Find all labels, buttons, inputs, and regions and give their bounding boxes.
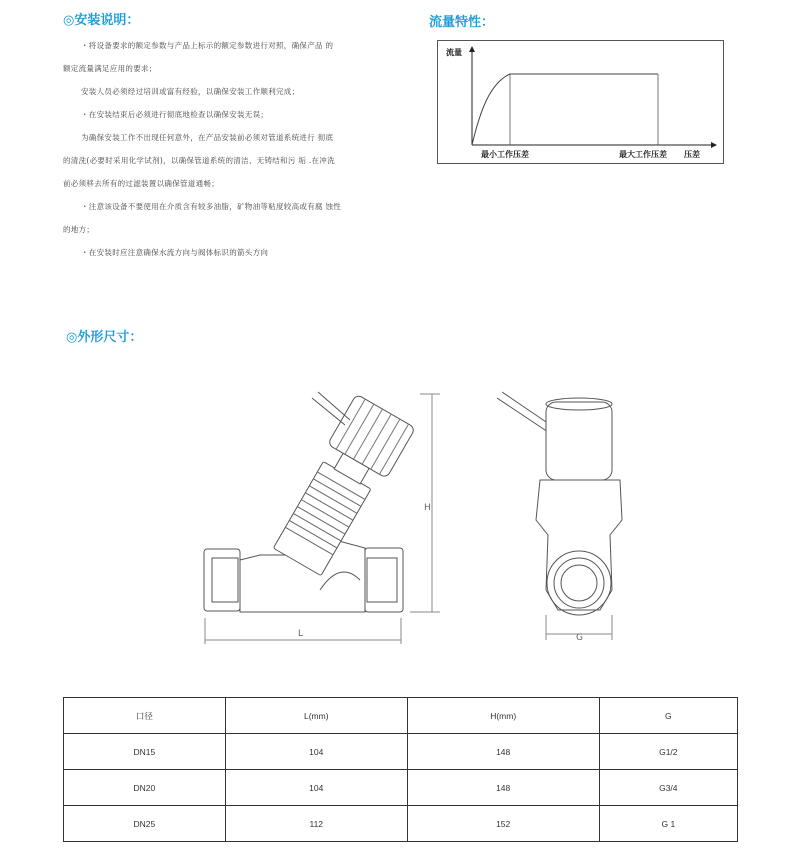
table-cell: 104 (225, 734, 407, 770)
valve-drawing (180, 380, 640, 650)
front-body (536, 480, 622, 610)
table-cell: 148 (407, 770, 599, 806)
max-pressure-label: 最大工作压差 (619, 150, 667, 159)
table-header-row (64, 698, 738, 734)
install-note-line: ・注意该设备不要使用在介质含有较多油脂，矿物油等粘度较高或有腐 蚀性 (81, 202, 342, 211)
table-row (64, 806, 738, 842)
dim-G: G (576, 633, 583, 643)
front-cable (497, 392, 552, 432)
table-cell: G3/4 (599, 770, 737, 806)
min-pressure-label: 最小工作压差 (481, 150, 529, 159)
install-note-line: ・在安装时应注意确保水流方向与阀体标识的箭头方向 (81, 248, 269, 257)
table-cell: DN25 (64, 806, 226, 842)
table-header-cell: L(mm) (225, 698, 407, 734)
table-cell: 104 (225, 770, 407, 806)
flow-heading: 流量特性： (429, 15, 495, 30)
table-cell: 148 (407, 734, 599, 770)
dim-H: H (424, 503, 431, 513)
install-heading: ◎安装说明： (63, 13, 140, 28)
table-row (64, 734, 738, 770)
table-cell: 152 (407, 806, 599, 842)
table-cell: DN20 (64, 770, 226, 806)
install-note-line: 的清洗(必要时采用化学试剂)，以确保管道系统的清洁、无铸结和污 垢 .在冲洗 (63, 156, 335, 165)
flow-characteristic-graph (437, 40, 724, 164)
table-cell: DN15 (64, 734, 226, 770)
table-cell: G1/2 (599, 734, 737, 770)
install-note-line: 额定流量满足应用的要求； (63, 64, 157, 73)
install-note-line: ・将设备要求的额定参数与产品上标示的额定参数进行对照，确保产品 的 (81, 41, 334, 50)
front-port-outer (547, 551, 611, 615)
y-axis-label: 流量 (446, 48, 462, 57)
install-note-line: 前必须移去所有的过滤装置以确保管道通畅； (63, 179, 219, 188)
flow-curve (472, 74, 658, 145)
install-note-line: 为确保安装工作不出现任何意外，在产品安装前必须对管道系统进行 彻底 (81, 133, 334, 142)
dim-L: L (298, 629, 304, 639)
table-row (64, 770, 738, 806)
table-header-cell: G (599, 698, 737, 734)
table-cell: G 1 (599, 806, 737, 842)
install-notes (63, 34, 398, 264)
dimensions-heading: ◎外形尺寸： (66, 330, 143, 345)
front-actuator (546, 402, 612, 480)
table-header-cell: H(mm) (407, 698, 599, 734)
table-header-cell: 口径 (64, 698, 226, 734)
install-note-line: 安装人员必须经过培训或富有经验，以确保安装工作顺利完成； (81, 87, 300, 96)
install-note-line: ・在安装结束后必须进行彻底地检查以确保安装无误； (81, 110, 269, 119)
table-cell: 112 (225, 806, 407, 842)
x-axis-label: 压差 (684, 150, 700, 159)
spec-table (63, 697, 738, 842)
install-note-line: 的地方； (63, 225, 95, 234)
